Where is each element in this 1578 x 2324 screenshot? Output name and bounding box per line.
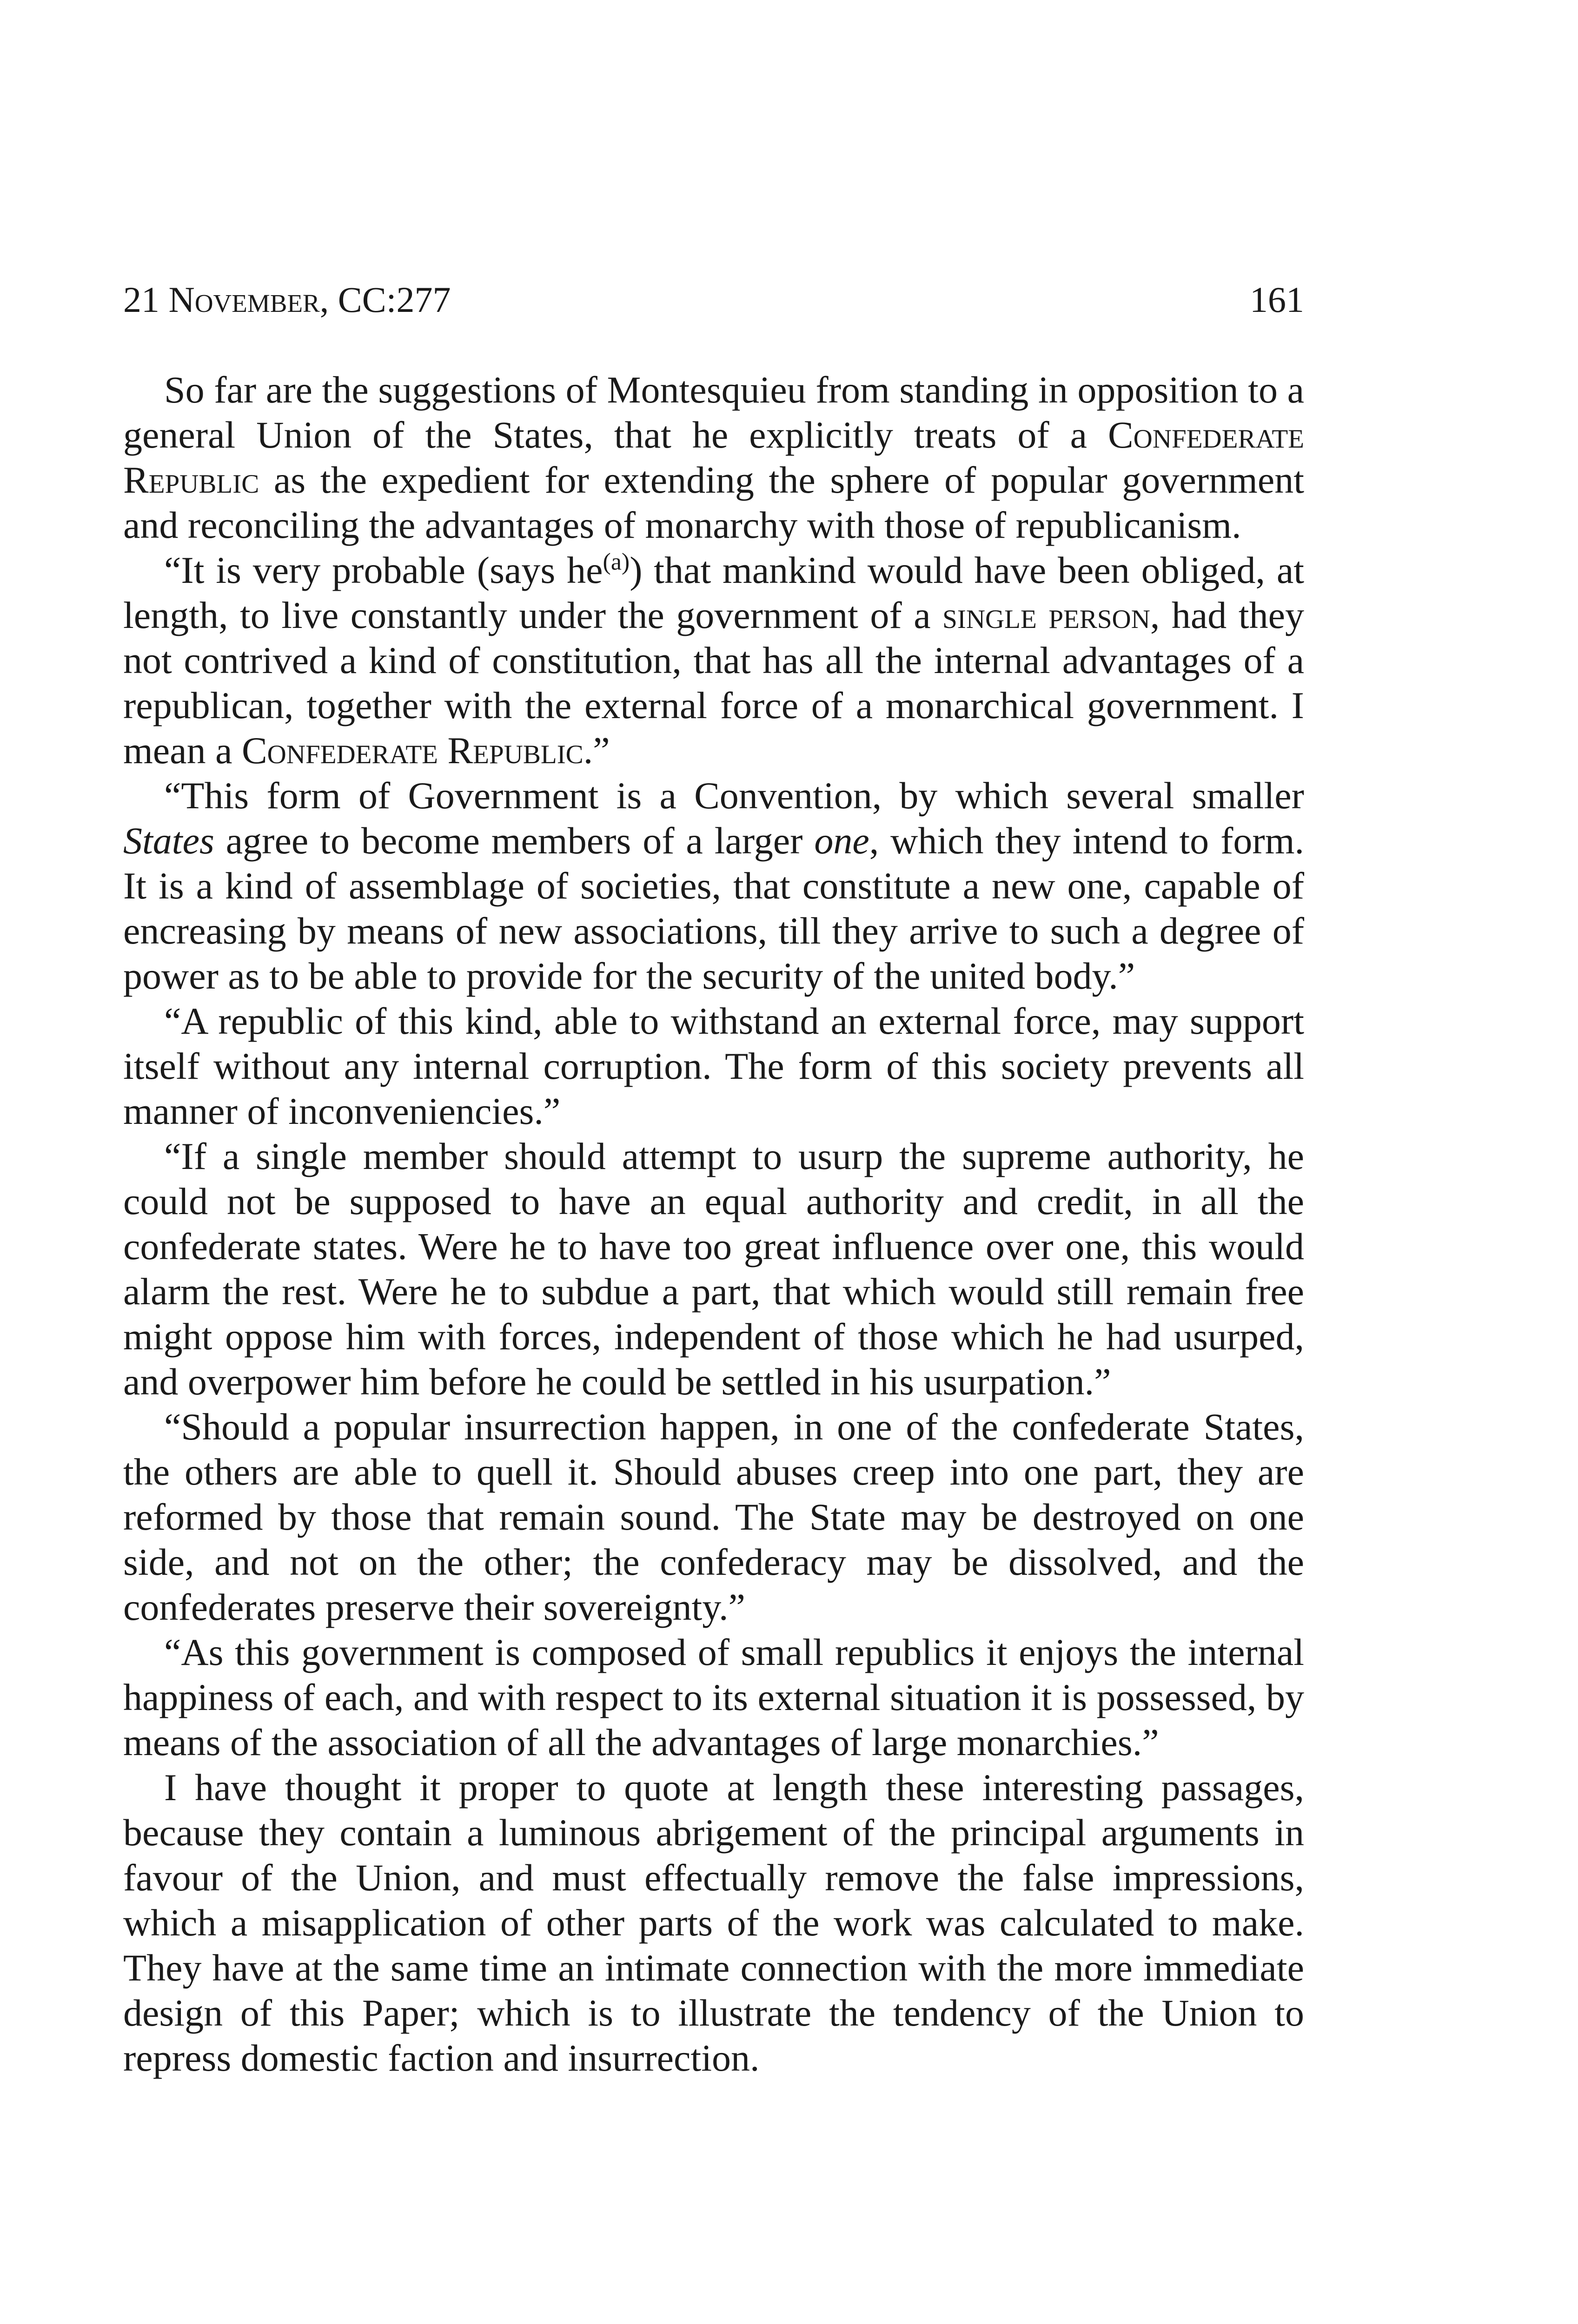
text-run: “This form of Government is a Convention, by which several smaller [164, 774, 1304, 817]
paragraph-2 [123, 548, 1304, 773]
running-head-document: , CC:277 [319, 279, 451, 320]
text-run: So far are the suggestions of Montesquieu from standing in opposition to a general Union of the States, that he explicitly treats of a [123, 369, 1304, 456]
italic-run: one [814, 819, 869, 862]
text-run: as the expedient for extending the sphere of popular government and reconciling the advantages of monarchy with those of republicanism. [123, 459, 1304, 546]
text-run: , which they intend to form. It is a kind of assemblage of societies, that constitute a new one, capable of encreasing by means of new associations, till they arrive to such a degree of power as to be able to provide for the security of the united body.” [123, 819, 1304, 997]
italic-run: States [123, 819, 214, 862]
paragraph-5: “If a single member should attempt to usurp the supreme authority, he could not be supposed to have an equal authority and credit, in all the confederate states. Were he to have too great influence over one, this would alarm the rest. Were he to subdue a part, that which would still remain free might oppose him with forces, independent of those which he had usurped, and overpower him before he could be settled in his usurpation.” [123, 1135, 1304, 1403]
running-head [123, 274, 451, 325]
page-number: 161 [1250, 279, 1304, 320]
footnote-marker: (a) [603, 548, 630, 575]
text-run: , had they not contrived a kind of constitution, that has all the internal advantages of a republican, together with the external force of a monarchical government. I mean a [123, 594, 1304, 772]
paragraph-4: “A republic of this kind, able to withstand an external force, may support itself without any internal corruption. The form of this society prevents all manner of inconveniencies.” [123, 1000, 1304, 1132]
body-text [123, 367, 1304, 2080]
small-caps-run: single person [942, 594, 1150, 636]
small-caps-run: Confederate Republic [123, 414, 1304, 501]
text-run: .” [583, 729, 610, 772]
running-head-month: November [168, 279, 320, 320]
text-run: ) that mankind would have been obliged, at length, to live constantly under the government of a [123, 549, 1304, 636]
paragraph-3 [123, 773, 1304, 998]
page-header [123, 274, 1304, 325]
paragraph-8: I have thought it proper to quote at length these interesting passages, because they contain a luminous abrigement of the principal arguments in favour of the Union, and must effectually remove the false impressions, which a misapplication of other parts of the work was calculated to make. They have at the same time an intimate connection with the more immediate design of this Paper; which is to illustrate the tendency of the Union to repress domestic faction and insurrection. [123, 1766, 1304, 2079]
text-run: agree to become members of a larger [214, 819, 815, 862]
paragraph-1 [123, 367, 1304, 548]
paragraph-6: “Should a popular insurrection happen, in one of the confederate States, the others are able to quell it. Should abuses creep into one part, they are reformed by those that remain sound. The State may be destroyed on one side, and not on the other; the confederacy may be dissolved, and the confederates preserve their sovereignty.” [123, 1406, 1304, 1628]
small-caps-run: Confederate Republic [241, 729, 583, 772]
text-run: “It is very probable (says he [164, 549, 603, 591]
paragraph-7: “As this government is composed of small republics it enjoys the internal happiness of each, and with respect to its external situation it is possessed, by means of the association of all the advantages of large monarchies.” [123, 1631, 1304, 1763]
running-head-day: 21 [123, 279, 169, 320]
